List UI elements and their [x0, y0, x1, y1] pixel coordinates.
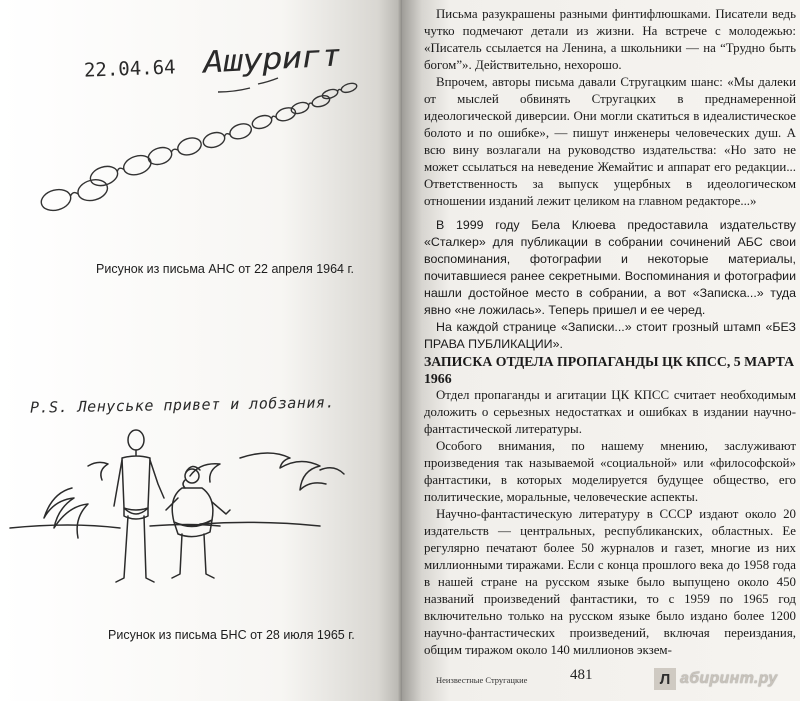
page-number: 481 — [570, 667, 593, 683]
paragraph: Впрочем, авторы письма давали Стругацким шанс: «Мы далеки от мыслей обвинять Стругацких в преднамеренной идеологической диверсии. Они могли скатиться в идеалистическое болото и по ошибке», — пишут инженеры человеческих душ. А всю вину возлагали на руководство издательства: «Но зато не может ссылаться на неведение Жемайтис и аппарат его редакции... Ответственность за выпуск ущербных в идеологическом отношении изданий лежит целиком на главном редакторе...» — [424, 75, 796, 208]
glasses-icon — [39, 177, 110, 214]
glasses-icon — [201, 121, 253, 150]
handwritten-signature: Ашуригт — [202, 38, 342, 81]
paragraph: Отдел пропаганды и агитации ЦК КПСС считает необходимым доложить о серьезных недостатках и ошибках в издании научно-фантастической литературы. — [424, 388, 796, 436]
right-page — [402, 0, 800, 701]
glasses-icon — [251, 105, 298, 130]
glasses-icon — [88, 152, 153, 189]
paragraph: На каждой странице «Записки...» стоит грозный штамп «БЕЗ ПРАВА ПУБЛИКАЦИИ». — [424, 320, 796, 351]
glasses-icon — [321, 82, 358, 101]
section-heading: ЗАПИСКА ОТДЕЛА ПРОПАГАНДЫ ЦК КПСС, 5 МАРТА 1966 — [424, 354, 795, 386]
paragraph: В 1999 году Бела Клюева предоставила издательству «Сталкер» для публикации в собрании сочинений АБС свои воспоминания, фотографии и некоторые материалы, почитавшиеся ранее секретными. Воспоминания и фотографии нашли достойное место в собрании, а вот «Записка...» туда явно «не ложилась». Теперь пришел и ее черед. — [424, 218, 796, 317]
figure-caption-2: Рисунок из письма БНС от 28 июля 1965 г. — [108, 628, 355, 642]
letter-date: 22.04.64 — [83, 56, 176, 82]
stalker-section — [424, 217, 796, 353]
glasses-icon — [146, 135, 203, 167]
watermark-logo — [654, 668, 778, 690]
brand-letter-icon: Л — [654, 668, 676, 690]
figure-caption-1: Рисунок из письма АНС от 22 апреля 1964 г. — [96, 262, 354, 276]
wave-icon — [190, 453, 344, 490]
paragraph: Письма разукрашены разными финтифлюшками. Писатели ведь чутко подмечают детали из жизни. На встрече с молодежью: «Писатель ссылается на Ленина, а школьники — на “Трудно быть богом”». Действительно, нехорошо. — [424, 7, 796, 72]
beach-couple-drawing — [0, 418, 400, 618]
paragraph: Особого внимания, по нашему мнению, заслуживают произведения так называемой «социальной» или «философской» фантастики, в которых моделируется будущее общество, его политические, моральные, человеческие аспекты. — [424, 439, 796, 504]
glasses-drawing — [0, 0, 400, 230]
running-footer: Неизвестные Стругацкие — [436, 675, 528, 685]
postscript-note: P.S. Ленуське привет и лобзания. — [29, 393, 336, 417]
paragraph: Научно-фантастическую литературу в СССР издают около 20 издательств — центральных, республиканских, областных. Ее регулярно печатают более 50 журналов и газет, многие из них миллионными тиражами. Если с конца прошлого века до 1958 года в нашей стране на русском языке было выпущено около 450 названий произведений фантастики, то с 1959 по 1965 год включительно только на русском языке было издано более 1200 научно-фантастических произведений, включая переиздания, общим тиражом около 140 миллионов экзем- — [424, 507, 796, 657]
man-figure — [114, 430, 164, 582]
page-body — [424, 6, 796, 659]
brand-text: абиринт.ру — [680, 670, 778, 687]
